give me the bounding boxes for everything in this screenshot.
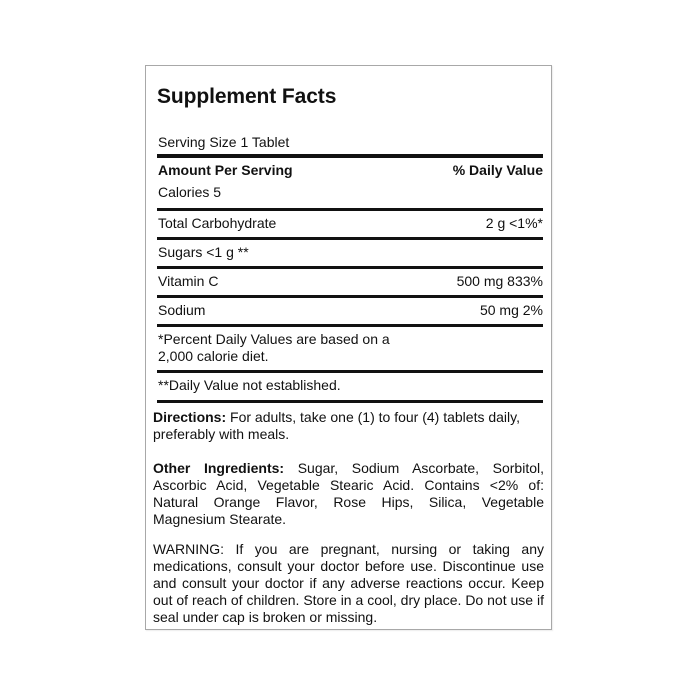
supplement-facts-label — [145, 65, 552, 630]
divider-thick — [157, 154, 543, 158]
percent-dv-footnote-line2: 2,000 calorie diet. — [158, 348, 269, 364]
dv-not-established-footnote: **Daily Value not established. — [158, 377, 341, 393]
percent-dv-footnote-line1: *Percent Daily Values are based on a — [158, 331, 390, 347]
other-ingredients-label: Other Ingredients: — [153, 460, 285, 476]
warning: WARNING: If you are pregnant, nursing or taking any medications, consult your doctor before use. Discontinue use and consult your doctor if any adverse reactions occur. Keep out of reach of children. Store in a cool, dry place. Do not use if seal under cap is broken or missing. — [153, 541, 544, 625]
daily-value-header: % Daily Value — [452, 162, 543, 178]
nutrient-row — [157, 302, 543, 319]
divider — [157, 208, 543, 211]
divider — [157, 324, 543, 327]
table-header-row — [157, 162, 543, 179]
divider — [157, 370, 543, 373]
calories-row — [157, 184, 543, 201]
nutrient-row — [157, 273, 543, 290]
other-ingredients — [153, 460, 544, 528]
amount-per-serving-header: Amount Per Serving — [158, 162, 293, 178]
divider — [157, 266, 543, 269]
divider — [157, 295, 543, 298]
nutrient-row — [157, 215, 543, 232]
divider — [157, 237, 543, 240]
serving-size-row — [157, 134, 543, 151]
nutrient-value: 500 mg 833% — [456, 273, 543, 289]
nutrient-value: 50 mg 2% — [479, 302, 543, 318]
directions-label: Directions: — [153, 409, 227, 425]
calories: Calories 5 — [158, 184, 222, 200]
percent-dv-footnote — [157, 331, 543, 365]
directions — [153, 409, 544, 443]
nutrient-name: Sugars <1 g ** — [158, 244, 249, 260]
nutrient-name: Vitamin C — [158, 273, 219, 289]
nutrient-row — [157, 244, 543, 261]
nutrient-value: 2 g <1%* — [485, 215, 543, 231]
facts-table — [157, 134, 543, 403]
nutrient-name: Sodium — [158, 302, 206, 318]
label-title: Supplement Facts — [157, 85, 337, 108]
serving-size: Serving Size 1 Tablet — [158, 134, 290, 150]
nutrient-name: Total Carbohydrate — [158, 215, 277, 231]
directions-text: For adults, take one (1) to four (4) tablets daily, preferably with meals. — [153, 409, 521, 442]
divider — [157, 400, 543, 403]
other-ingredients-text: Sugar, Sodium Ascorbate, Sorbitol, Ascorbic Acid, Vegetable Stearic Acid. Contains <2% of: Natural Orange Flavor, Rose Hips, Silica, Vegetable Magnesium Stearate. — [153, 460, 544, 527]
